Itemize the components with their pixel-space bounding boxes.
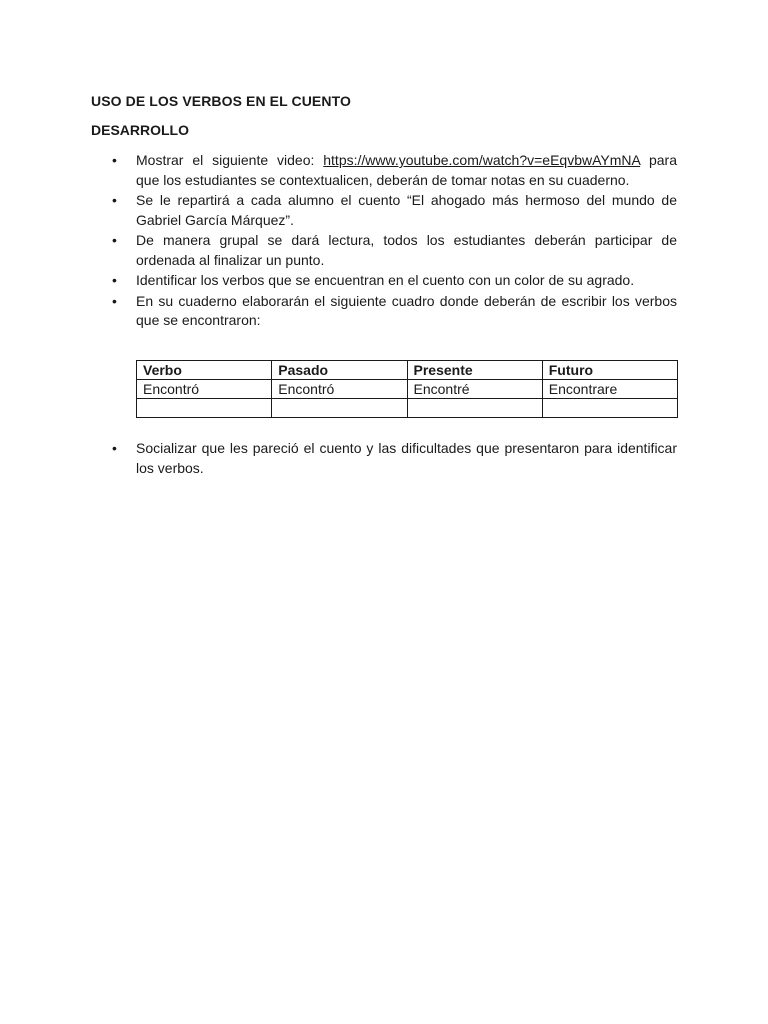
table-cell: Encontré [407, 380, 542, 399]
table-header-row [137, 361, 678, 380]
bullet-icon: • [112, 192, 117, 208]
table-cell: Encontró [137, 380, 272, 399]
table-row [137, 380, 678, 399]
bullet-icon: • [112, 232, 117, 248]
list-item [91, 231, 677, 270]
activity-list [91, 151, 677, 332]
table-cell [407, 399, 542, 418]
list-item-text: En su cuaderno elaborarán el siguiente cuadro donde deberán de escribir los verbos que se encontraron: [136, 292, 677, 328]
table-row [137, 399, 678, 418]
bullet-icon: • [112, 440, 117, 456]
table-cell [272, 399, 407, 418]
list-item [91, 151, 677, 190]
table-cell [137, 399, 272, 418]
table-header-cell: Verbo [137, 361, 272, 380]
list-item [91, 191, 677, 230]
list-item-text: Socializar que les pareció el cuento y las dificultades que presentaron para identificar los verbos. [136, 440, 677, 476]
table-header-cell: Presente [407, 361, 542, 380]
bullet-icon: • [112, 292, 117, 309]
table-cell: Encontró [272, 380, 407, 399]
table-header-cell: Futuro [542, 361, 677, 380]
closing-list [91, 439, 677, 479]
bullet-icon: • [112, 152, 117, 168]
list-item-text: Se le repartirá a cada alumno el cuento “El ahogado más hermoso del mundo de Gabriel García Márquez”. [136, 192, 677, 228]
verbs-table [136, 360, 678, 418]
video-link[interactable]: https://www.youtube.com/watch?v=eEqvbwAYmNA [323, 152, 641, 168]
list-item-text: Mostrar el siguiente video: [136, 152, 324, 168]
section-heading: DESARROLLO [91, 122, 189, 138]
document-title: USO DE LOS VERBOS EN EL CUENTO [91, 93, 351, 109]
bullet-icon: • [112, 272, 117, 288]
list-item [91, 292, 677, 331]
list-item-text: Identificar los verbos que se encuentran en el cuento con un color de su agrado. [136, 272, 635, 288]
table-cell [542, 399, 677, 418]
table-cell: Encontrare [542, 380, 677, 399]
list-item-text: para que los estudiantes se contextualicen, deberán de tomar notas en su cuaderno. [136, 152, 677, 188]
table-header-cell: Pasado [272, 361, 407, 380]
list-item-text: De manera grupal se dará lectura, todos los estudiantes deberán participar de ordenada al finalizar un punto. [136, 232, 677, 268]
list-item [91, 271, 677, 291]
list-item [91, 439, 677, 478]
